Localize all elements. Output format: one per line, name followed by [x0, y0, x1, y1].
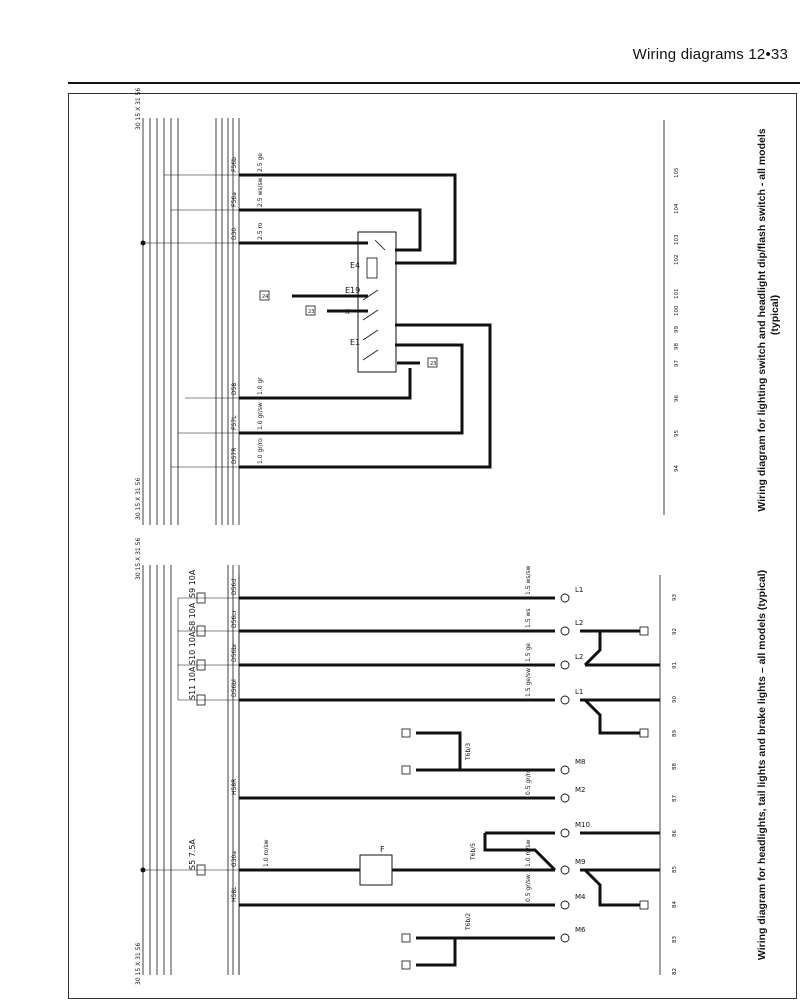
svg-text:H58R: H58R — [231, 778, 238, 795]
svg-text:E19: E19 — [345, 286, 361, 295]
svg-text:L1: L1 — [575, 688, 584, 696]
svg-text:M4: M4 — [575, 893, 586, 901]
top-caption-line1: Wiring diagram for lighting switch and headlight dip/flash switch - all models — [756, 128, 768, 512]
svg-text:1.5 ge: 1.5 ge — [525, 643, 532, 662]
svg-text:D57R: D57R — [231, 447, 238, 464]
svg-text:98: 98 — [674, 343, 680, 350]
svg-text:97: 97 — [674, 360, 680, 367]
svg-text:S11 10A: S11 10A — [188, 666, 197, 700]
svg-text:1.0 ro/sw: 1.0 ro/sw — [525, 839, 532, 867]
svg-text:23: 23 — [430, 361, 437, 367]
svg-text:90: 90 — [672, 696, 678, 703]
page-header: Wiring diagrams 12•33 — [632, 46, 788, 63]
svg-text:91: 91 — [672, 662, 678, 669]
bottom-text — [135, 538, 590, 985]
bottom-column-numbers — [672, 594, 678, 975]
svg-text:H58L: H58L — [231, 886, 238, 902]
svg-text:F56b: F56b — [231, 157, 238, 172]
svg-text:L2: L2 — [575, 653, 584, 661]
svg-text:83: 83 — [672, 936, 678, 943]
svg-text:92: 92 — [672, 628, 678, 635]
svg-text:E1: E1 — [350, 338, 361, 347]
svg-text:88: 88 — [672, 763, 678, 770]
svg-text:96: 96 — [674, 395, 680, 402]
svg-text:0.5 gr/ro: 0.5 gr/ro — [525, 769, 532, 795]
svg-text:85: 85 — [672, 866, 678, 873]
svg-text:93: 93 — [672, 594, 678, 601]
svg-text:104: 104 — [674, 203, 680, 214]
svg-text:D56br: D56br — [231, 643, 238, 662]
svg-text:S5 7.5A: S5 7.5A — [188, 839, 197, 870]
svg-text:30 15 X 31 56: 30 15 X 31 56 — [135, 942, 142, 985]
svg-text:F: F — [380, 845, 385, 854]
svg-text:100: 100 — [674, 305, 680, 316]
svg-text:E4: E4 — [350, 261, 361, 270]
svg-text:S10 10A: S10 10A — [188, 631, 197, 665]
svg-text:0.5 gr/sw: 0.5 gr/sw — [525, 874, 532, 902]
top-diagram — [141, 118, 664, 525]
svg-text:M8: M8 — [575, 758, 586, 766]
svg-text:1.0 gr/sw: 1.0 gr/sw — [257, 402, 264, 430]
svg-text:89: 89 — [672, 730, 678, 737]
svg-text:1.0 gr: 1.0 gr — [257, 377, 264, 395]
svg-text:86: 86 — [672, 830, 678, 837]
svg-text:103: 103 — [674, 234, 680, 245]
svg-text:101: 101 — [674, 288, 680, 299]
svg-text:D30: D30 — [231, 227, 238, 240]
svg-text:L1: L1 — [575, 586, 584, 594]
svg-text:2.5 ws/sw: 2.5 ws/sw — [257, 177, 264, 207]
svg-text:T6b/5: T6b/5 — [470, 842, 477, 860]
top-text — [135, 88, 436, 520]
svg-text:1.5 ge/sw: 1.5 ge/sw — [525, 667, 532, 697]
svg-text:1.0 ro/sw: 1.0 ro/sw — [263, 839, 270, 867]
svg-text:M6: M6 — [575, 926, 586, 934]
svg-text:1.0 gr/ro: 1.0 gr/ro — [257, 438, 264, 464]
svg-text:D58: D58 — [231, 382, 238, 395]
svg-text:F57L: F57L — [231, 415, 238, 430]
svg-text:M9: M9 — [575, 858, 586, 866]
svg-text:102: 102 — [674, 254, 680, 265]
top-caption-line2: (typical) — [769, 294, 781, 336]
svg-text:94: 94 — [674, 465, 680, 472]
svg-text:D56d: D56d — [231, 578, 238, 595]
svg-text:M10: M10 — [575, 821, 590, 829]
svg-text:24: 24 — [262, 294, 269, 300]
svg-text:K: K — [345, 308, 350, 316]
svg-text:M2: M2 — [575, 786, 586, 794]
svg-text:L2: L2 — [575, 619, 584, 627]
svg-text:30 15 X 31 56: 30 15 X 31 56 — [135, 477, 142, 520]
svg-text:2.5 ro: 2.5 ro — [257, 222, 264, 240]
svg-text:95: 95 — [674, 430, 680, 437]
bottom-caption: Wiring diagram for headlights, tail lights and brake lights – all models (typical) — [756, 569, 768, 961]
svg-text:F56a: F56a — [231, 192, 238, 207]
svg-text:82: 82 — [672, 968, 678, 975]
svg-text:23: 23 — [308, 309, 315, 315]
top-column-numbers — [674, 167, 680, 472]
svg-text:84: 84 — [672, 901, 678, 908]
svg-text:87: 87 — [672, 795, 678, 802]
svg-text:30 15 X 31 56: 30 15 X 31 56 — [135, 87, 142, 130]
svg-text:D56cr: D56cr — [231, 609, 238, 628]
svg-text:T6b/3: T6b/3 — [465, 742, 472, 760]
svg-text:105: 105 — [674, 167, 680, 178]
svg-text:1.5 ws: 1.5 ws — [525, 608, 532, 628]
svg-text:D56bl: D56bl — [231, 679, 238, 697]
top-rails — [143, 118, 239, 525]
svg-text:99: 99 — [674, 326, 680, 333]
svg-text:T6b/2: T6b/2 — [465, 912, 472, 930]
svg-text:G30a: G30a — [231, 851, 238, 867]
svg-text:S8 10A: S8 10A — [188, 602, 197, 631]
svg-text:2.5 ge: 2.5 ge — [257, 153, 264, 172]
svg-text:S9 10A: S9 10A — [188, 569, 197, 598]
svg-text:30 15 X 31 56: 30 15 X 31 56 — [135, 537, 142, 580]
svg-text:1.5 ws/sw: 1.5 ws/sw — [525, 565, 532, 595]
